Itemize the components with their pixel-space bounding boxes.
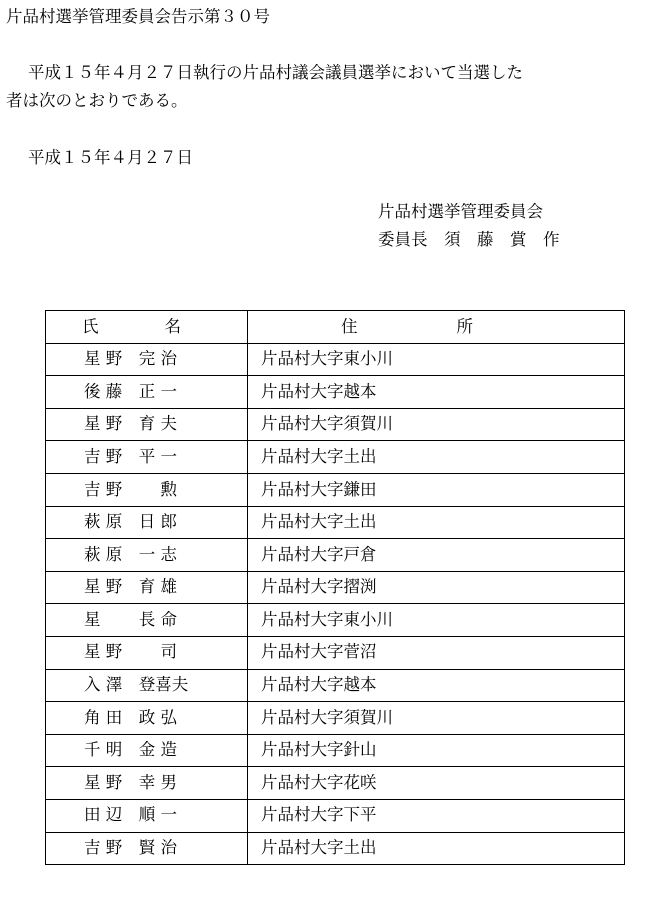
- member-address: 片品村大字戸倉: [248, 539, 625, 572]
- table-row: [46, 636, 625, 669]
- member-name: 星 野 完 治: [46, 343, 248, 376]
- member-address: 片品村大字土出: [248, 832, 625, 865]
- member-name: 田 辺 順 一: [46, 799, 248, 832]
- member-name: 星 野 育 雄: [46, 571, 248, 604]
- table-row: [46, 506, 625, 539]
- member-address: 片品村大字鎌田: [248, 473, 625, 506]
- member-address: 片品村大字土出: [248, 506, 625, 539]
- member-name: 入 澤 登喜夫: [46, 669, 248, 702]
- member-address: 片品村大字東小川: [248, 604, 625, 637]
- member-name: 千 明 金 造: [46, 734, 248, 767]
- member-name: 角 田 政 弘: [46, 702, 248, 735]
- table-row: [46, 571, 625, 604]
- table-row: [46, 734, 625, 767]
- table-row: [46, 473, 625, 506]
- member-name: 萩 原 一 志: [46, 539, 248, 572]
- signature-organization: 片品村選挙管理委員会: [378, 202, 543, 221]
- table-row: [46, 832, 625, 865]
- table-row: [46, 799, 625, 832]
- table-header-row: [46, 311, 625, 344]
- notice-body-line-2: 者は次のとおりである。: [6, 91, 188, 110]
- member-name: 後 藤 正 一: [46, 376, 248, 409]
- table-row: [46, 604, 625, 637]
- header-address: 住 所: [248, 311, 625, 344]
- table-row: [46, 376, 625, 409]
- member-address: 片品村大字花咲: [248, 767, 625, 800]
- member-name: 星 野 司: [46, 636, 248, 669]
- member-address: 片品村大字越本: [248, 669, 625, 702]
- member-name: 吉 野 賢 治: [46, 832, 248, 865]
- signature-chair: 委員長 須 藤 賞 作: [378, 230, 560, 249]
- member-name: 星 長 命: [46, 604, 248, 637]
- member-name: 星 野 幸 男: [46, 767, 248, 800]
- table-row: [46, 702, 625, 735]
- member-address: 片品村大字針山: [248, 734, 625, 767]
- table-row: [46, 539, 625, 572]
- member-address: 片品村大字須賀川: [248, 702, 625, 735]
- member-name: 星 野 育 夫: [46, 408, 248, 441]
- member-address: 片品村大字下平: [248, 799, 625, 832]
- header-name: 氏 名: [46, 311, 248, 344]
- member-address: 片品村大字東小川: [248, 343, 625, 376]
- elected-members-table: [45, 310, 625, 865]
- member-address: 片品村大字土出: [248, 441, 625, 474]
- table-row: [46, 767, 625, 800]
- member-address: 片品村大字越本: [248, 376, 625, 409]
- member-address: 片品村大字菅沼: [248, 636, 625, 669]
- notice-title: 片品村選挙管理委員会告示第３０号: [6, 7, 270, 26]
- table-row: [46, 408, 625, 441]
- table-row: [46, 343, 625, 376]
- member-name: 吉 野 勲: [46, 473, 248, 506]
- member-address: 片品村大字摺渕: [248, 571, 625, 604]
- table-row: [46, 441, 625, 474]
- member-name: 萩 原 日 郎: [46, 506, 248, 539]
- member-name: 吉 野 平 一: [46, 441, 248, 474]
- table-row: [46, 669, 625, 702]
- member-address: 片品村大字須賀川: [248, 408, 625, 441]
- notice-date: 平成１５年４月２７日: [28, 148, 193, 167]
- notice-body-line-1: 平成１５年４月２７日執行の片品村議会議員選挙において当選した: [28, 63, 523, 82]
